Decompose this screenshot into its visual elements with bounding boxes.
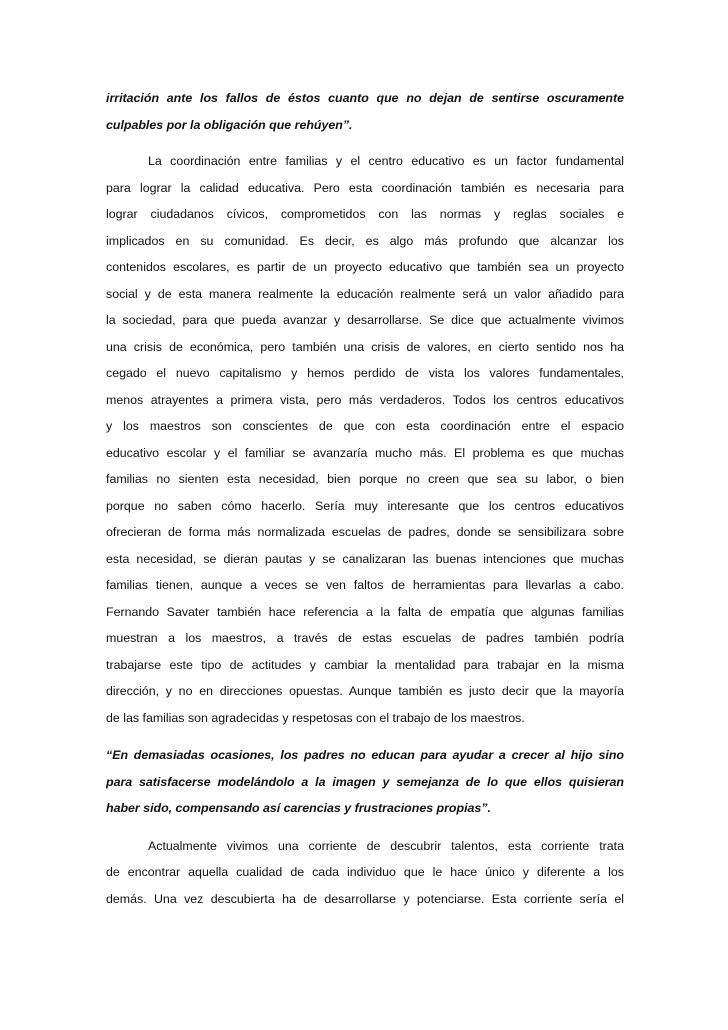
p1-line: cegado el nuevo capitalismo y hemos perdido de vista los valores fundamentales, — [106, 366, 624, 380]
p1-line: implicados en su comunidad. Es decir, es algo más profundo que alcanzar los — [106, 233, 624, 248]
p1-line: dirección, y no en direcciones opuestas. Aunque también es justo decir que la mayoría — [106, 684, 624, 698]
paragraph-1 — [106, 148, 624, 731]
p1-line: social y de esta manera realmente la educación realmente será un valor añadido para — [106, 286, 624, 301]
document-page — [106, 85, 624, 912]
quote-middle — [106, 742, 624, 822]
quote-middle-line: “En demasiadas ocasiones, los padres no educan para ayudar a crecer al hijo sino — [106, 748, 624, 762]
quote-top-line-1: irritación ante los fallos de éstos cuanto que no dejan de sentirse oscuramente — [106, 91, 624, 105]
p1-line: una crisis de económica, pero también una crisis de valores, en cierto sentido nos ha — [106, 339, 624, 354]
p2-line: Actualmente vivimos una corriente de descubrir talentos, esta corriente trata — [148, 838, 624, 853]
spacer — [106, 138, 624, 148]
quote-top — [106, 85, 624, 138]
p2-line: de encontrar aquella cualidad de cada individuo que le hace único y diferente a los — [106, 865, 624, 879]
p1-line: ofrecieran de forma más normalizada escuelas de padres, donde se sensibilizara sobre — [106, 525, 624, 539]
p1-line: de las familias son agradecidas y respetosas con el trabajo de los maestros. — [106, 710, 525, 725]
p1-line: la sociedad, para que pueda avanzar y desarrollarse. Se dice que actualmente vivimos — [106, 313, 624, 327]
quote-middle-line: para satisfacerse modelándolo a la imagen y semejanza de lo que ellos quisieran — [106, 774, 624, 789]
p1-line: educativo escolar y el familiar se avanzaría mucho más. El problema es que muchas — [106, 445, 624, 460]
p1-line: porque no saben cómo hacerlo. Sería muy interesante que los centros educativos — [106, 498, 624, 513]
p1-line: contenidos escolares, es partir de un proyecto educativo que también sea un proyecto — [106, 260, 624, 274]
quote-middle-line: haber sido, compensando así carencias y frustraciones propias”. — [106, 801, 491, 815]
spacer — [106, 731, 624, 742]
p1-line: trabajarse este tipo de actitudes y cambiar la mentalidad para trabajar en la misma — [106, 657, 624, 672]
p1-line: y los maestros son conscientes de que con esta coordinación entre el espacio — [106, 419, 624, 433]
p1-line: familias no sienten esta necesidad, bien porque no creen que sea su labor, o bien — [106, 472, 624, 486]
p1-line: esta necesidad, se dieran pautas y se canalizaran las buenas intenciones que muchas — [106, 551, 624, 566]
p1-line: menos atrayentes a primera vista, pero más verdaderos. Todos los centros educativos — [106, 392, 624, 407]
p1-line: familias tienen, aunque a veces se ven faltos de herramientas para llevarlas a cabo. — [106, 578, 624, 592]
spacer — [106, 822, 624, 833]
p1-line: muestran a los maestros, a través de estas escuelas de padres también podría — [106, 631, 624, 645]
p1-line: Fernando Savater también hace referencia a la falta de empatía que algunas familias — [106, 604, 624, 619]
quote-top-line-2: culpables por la obligación que rehúyen”. — [106, 117, 353, 132]
p1-line: lograr ciudadanos cívicos, comprometidos con las normas y reglas sociales e — [106, 207, 624, 221]
p1-line: La coordinación entre familias y el centro educativo es un factor fundamental — [148, 154, 624, 168]
paragraph-2 — [106, 833, 624, 913]
p2-line: demás. Una vez descubierta ha de desarrollarse y potenciarse. Esta corriente sería el — [106, 891, 624, 906]
p1-line: para lograr la calidad educativa. Pero esta coordinación también es necesaria para — [106, 180, 624, 195]
